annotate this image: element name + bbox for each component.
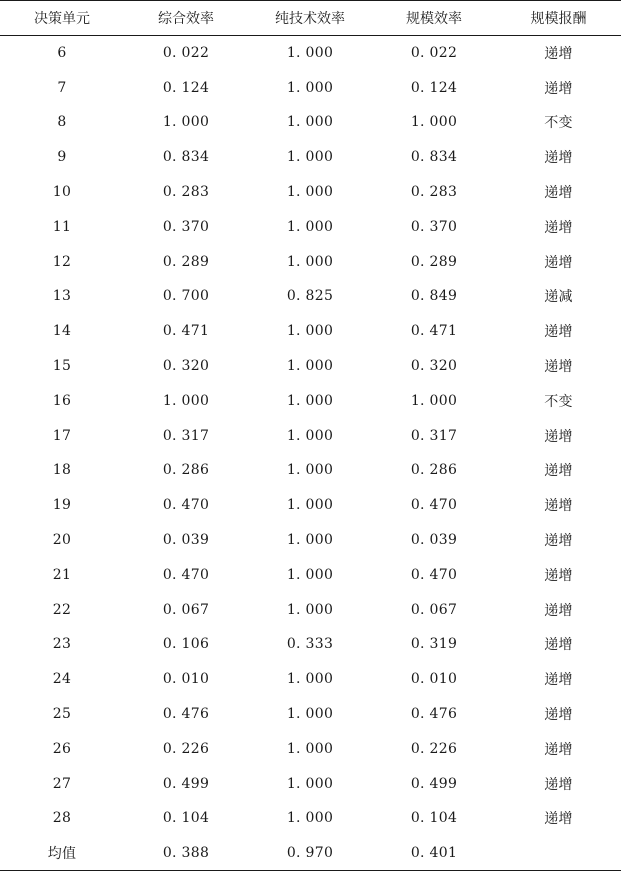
cell-scale: 0. 010 (410, 671, 458, 688)
table-row (0, 627, 621, 662)
cell-pure-tech: 1. 000 (286, 149, 334, 166)
table-row (0, 36, 621, 71)
cell-overall: 0. 700 (162, 288, 210, 305)
table-row (0, 766, 621, 801)
cell-overall: 0. 283 (162, 184, 210, 201)
cell-scale: 0. 067 (410, 601, 458, 618)
cell-unit: 22 (52, 601, 72, 618)
table-row (0, 279, 621, 314)
cell-returns: 递增 (544, 254, 573, 271)
cell-scale: 0. 039 (410, 532, 458, 549)
header-decision-unit: 决策单元 (0, 1, 124, 36)
cell-unit: 20 (52, 532, 72, 549)
cell-unit-mean: 均值 (0, 836, 124, 871)
cell-returns: 递增 (544, 602, 573, 619)
header-pure-technical-efficiency: 纯技术效率 (248, 1, 372, 36)
cell-unit: 28 (52, 810, 72, 827)
table-row (0, 557, 621, 592)
cell-scale: 0. 471 (410, 323, 458, 340)
cell-overall: 0. 834 (162, 149, 210, 166)
cell-scale: 0. 317 (410, 427, 458, 444)
cell-returns: 递增 (544, 185, 573, 202)
cell-scale: 0. 370 (410, 218, 458, 235)
cell-scale: 0. 104 (410, 810, 458, 827)
table-row (0, 244, 621, 279)
cell-pure-tech-mean: 0. 970 (248, 836, 372, 871)
header-returns-to-scale: 规模报酬 (496, 1, 621, 36)
cell-overall: 0. 499 (162, 775, 210, 792)
cell-overall: 0. 471 (162, 323, 210, 340)
cell-scale: 0. 226 (410, 740, 458, 757)
cell-scale: 0. 499 (410, 775, 458, 792)
cell-pure-tech: 1. 000 (286, 45, 334, 62)
cell-scale: 0. 470 (410, 497, 458, 514)
table-row (0, 697, 621, 732)
cell-unit: 14 (52, 323, 72, 340)
cell-unit: 15 (52, 358, 72, 375)
cell-unit: 25 (52, 706, 72, 723)
cell-scale: 0. 283 (410, 184, 458, 201)
table-row (0, 70, 621, 105)
cell-returns-mean (496, 836, 621, 871)
cell-unit: 12 (52, 253, 72, 270)
cell-unit: 27 (52, 775, 72, 792)
cell-unit: 17 (52, 427, 72, 444)
cell-scale: 0. 319 (410, 636, 458, 653)
cell-returns: 递减 (544, 289, 573, 306)
cell-overall: 0. 370 (162, 218, 210, 235)
cell-scale: 0. 834 (410, 149, 458, 166)
cell-unit: 10 (52, 184, 72, 201)
cell-pure-tech: 1. 000 (286, 392, 334, 409)
cell-scale: 1. 000 (410, 114, 458, 131)
cell-returns: 不变 (544, 115, 573, 132)
table-row (0, 453, 621, 488)
cell-pure-tech: 1. 000 (286, 358, 334, 375)
table-row (0, 418, 621, 453)
cell-overall: 0. 104 (162, 810, 210, 827)
cell-unit: 24 (52, 671, 72, 688)
cell-overall: 1. 000 (162, 114, 210, 131)
cell-scale: 0. 289 (410, 253, 458, 270)
cell-scale: 0. 476 (410, 706, 458, 723)
cell-pure-tech: 1. 000 (286, 427, 334, 444)
cell-overall: 0. 470 (162, 566, 210, 583)
cell-returns: 递增 (544, 463, 573, 480)
cell-returns: 递增 (544, 811, 573, 828)
cell-pure-tech: 1. 000 (286, 323, 334, 340)
cell-pure-tech: 1. 000 (286, 79, 334, 96)
cell-overall: 0. 106 (162, 636, 210, 653)
cell-pure-tech: 1. 000 (286, 497, 334, 514)
cell-overall: 0. 317 (162, 427, 210, 444)
cell-overall: 1. 000 (162, 392, 210, 409)
cell-scale-mean: 0. 401 (372, 836, 496, 871)
table-row (0, 488, 621, 523)
cell-scale: 0. 470 (410, 566, 458, 583)
table-row (0, 105, 621, 140)
cell-overall: 0. 226 (162, 740, 210, 757)
cell-returns: 不变 (544, 393, 573, 410)
table-row-mean (0, 836, 621, 871)
cell-overall: 0. 067 (162, 601, 210, 618)
cell-unit: 26 (52, 740, 72, 757)
cell-scale: 0. 286 (410, 462, 458, 479)
cell-overall: 0. 286 (162, 462, 210, 479)
cell-unit: 8 (57, 114, 67, 131)
cell-returns: 递增 (544, 428, 573, 445)
cell-pure-tech: 1. 000 (286, 566, 334, 583)
cell-overall: 0. 289 (162, 253, 210, 270)
cell-overall: 0. 124 (162, 79, 210, 96)
cell-returns: 递增 (544, 741, 573, 758)
cell-overall: 0. 470 (162, 497, 210, 514)
cell-scale: 0. 022 (410, 45, 458, 62)
cell-pure-tech: 1. 000 (286, 462, 334, 479)
cell-overall-mean: 0. 388 (124, 836, 248, 871)
header-row (0, 1, 621, 36)
table-row (0, 175, 621, 210)
cell-overall: 0. 476 (162, 706, 210, 723)
table-row (0, 801, 621, 836)
table-row (0, 314, 621, 349)
cell-pure-tech: 1. 000 (286, 671, 334, 688)
cell-returns: 递增 (544, 498, 573, 515)
cell-pure-tech: 1. 000 (286, 184, 334, 201)
cell-returns: 递增 (544, 672, 573, 689)
cell-returns: 递增 (544, 567, 573, 584)
cell-returns: 递增 (544, 359, 573, 376)
cell-unit: 13 (52, 288, 72, 305)
cell-overall: 0. 010 (162, 671, 210, 688)
cell-pure-tech: 1. 000 (286, 810, 334, 827)
table-row (0, 523, 621, 558)
header-scale-efficiency: 规模效率 (372, 1, 496, 36)
cell-pure-tech: 0. 825 (286, 288, 334, 305)
cell-returns: 递增 (544, 219, 573, 236)
cell-pure-tech: 1. 000 (286, 706, 334, 723)
cell-unit: 16 (52, 392, 72, 409)
table-row (0, 209, 621, 244)
cell-returns: 递增 (544, 80, 573, 97)
header-overall-efficiency: 综合效率 (124, 1, 248, 36)
cell-pure-tech: 1. 000 (286, 601, 334, 618)
cell-returns: 递增 (544, 324, 573, 341)
cell-unit: 23 (52, 636, 72, 653)
cell-unit: 9 (57, 149, 67, 166)
cell-scale: 0. 320 (410, 358, 458, 375)
cell-unit: 18 (52, 462, 72, 479)
cell-returns: 递增 (544, 707, 573, 724)
cell-pure-tech: 1. 000 (286, 775, 334, 792)
table-body (0, 36, 621, 871)
table-row (0, 731, 621, 766)
cell-unit: 7 (57, 79, 67, 96)
cell-unit: 19 (52, 497, 72, 514)
cell-scale: 1. 000 (410, 392, 458, 409)
table-row (0, 383, 621, 418)
cell-pure-tech: 1. 000 (286, 218, 334, 235)
cell-pure-tech: 0. 333 (286, 636, 334, 653)
cell-scale: 0. 124 (410, 79, 458, 96)
cell-scale: 0. 849 (410, 288, 458, 305)
table-header (0, 1, 621, 36)
cell-pure-tech: 1. 000 (286, 253, 334, 270)
cell-unit: 21 (52, 566, 72, 583)
table-row (0, 662, 621, 697)
cell-returns: 递增 (544, 150, 573, 167)
cell-unit: 6 (57, 45, 67, 62)
cell-overall: 0. 320 (162, 358, 210, 375)
cell-returns: 递增 (544, 776, 573, 793)
cell-returns: 递增 (544, 46, 573, 63)
table-row (0, 140, 621, 175)
cell-returns: 递增 (544, 533, 573, 550)
cell-pure-tech: 1. 000 (286, 532, 334, 549)
cell-pure-tech: 1. 000 (286, 740, 334, 757)
table-row (0, 592, 621, 627)
cell-pure-tech: 1. 000 (286, 114, 334, 131)
cell-returns: 递增 (544, 637, 573, 654)
cell-overall: 0. 022 (162, 45, 210, 62)
cell-overall: 0. 039 (162, 532, 210, 549)
cell-unit: 11 (52, 218, 72, 235)
table-row (0, 349, 621, 384)
